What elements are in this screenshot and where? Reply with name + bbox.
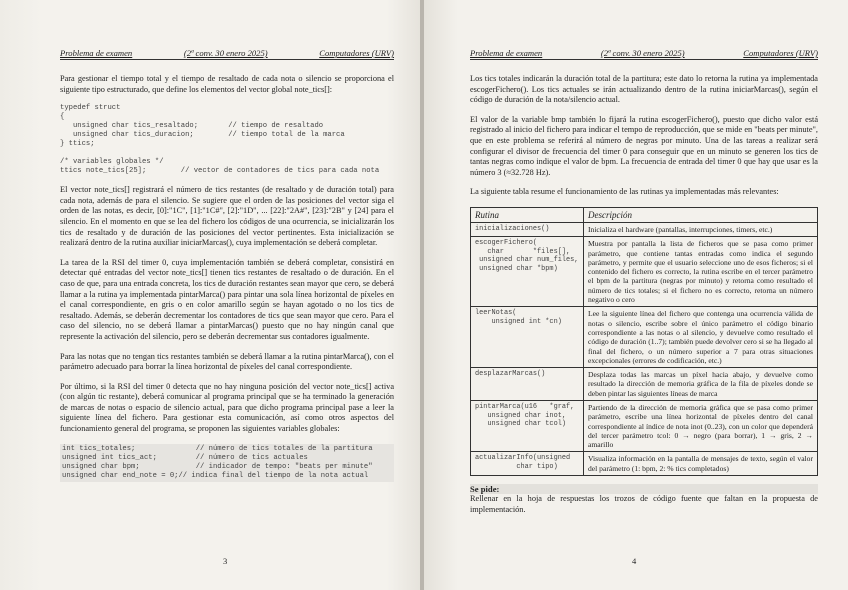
right-page: [424, 0, 848, 590]
intro-paragraph: Para gestionar el tiempo total y el tiempo de resaltado de cada nota o silencio se proporciona el siguiente tipo estructurado, que define los elementos del vector global note_tics[]:: [60, 74, 394, 94]
struct-code-block: typedef struct { unsigned char tics_resaltado; // tiempo de resaltado unsigned char tics_duracion; // tiempo total de la marca } ttics; /* variables globales */ ttics note_tics[25]; // vector de contadores de tics para cada nota: [60, 104, 380, 176]
paragraph-final: Por último, si la RSI del timer 0 detecta que no hay ninguna posición del vector note_tics[] activa (con algún tic restante), deberá comunicar al programa principal que se ha terminado la generación de marcas de notas o espacio de silencio actual, para que dicho programa principal pase a leer la siguiente línea del fichero. Para gestionar esta comunicación, así como otros aspectos del funcionamiento general del programa, se proponen las siguientes variables globales:: [60, 381, 394, 434]
routines-table: [470, 207, 818, 476]
header-right: Computadores (URV): [743, 48, 818, 58]
header-left: Problema de examen: [60, 48, 133, 58]
routine-description: Inicializa el hardware (pantallas, interrupciones, timers, etc.): [584, 222, 818, 236]
table-row: [471, 368, 818, 401]
header-center: (2ª conv. 30 enero 2025): [600, 48, 685, 58]
table-row: [471, 307, 818, 368]
paragraph-note-tics: El vector note_tics[] registrará el número de tics restantes (de resaltado y de duración total) para cada nota, además de para el silencio. Se sugiere que el orden de las posiciones del vector siga el orden de las notas, es decir, [0]:"1C", [1]:"1C#", [2]:"1D", ... [22]:"2A#", [23]:"2B" y [24] para el silencio. En el momento en que se lea del fichero los códigos de una ocurrencia, se inicializarán los tics de resaltado y de duración de las posiciones del vector pertinentes. Esta inicialización se realizará dentro de la rutina auxiliar iniciarMarcas(), cuya implementación se deberá completar.: [60, 185, 394, 248]
header-right: Computadores (URV): [319, 48, 394, 58]
paragraph-bpm: El valor de la variable bmp también lo fijará la rutina escogerFichero(), puesto que dicho valor está registrado al inicio del fichero para indicar el tempo de reproducción, que se mide en "beats per minute", que en este problema se referirá al número de negras por minuto. Una de las tareas a realizar será configurar el divisor de frecuencia del timer 0 para conseguir que en un minuto se generen los tics de tantas negras como indique el valor de bpm. La frecuencia de entrada del timer 0 que hay que usar es la número 3 (≈32.728 Hz).: [470, 114, 818, 177]
paragraph-rsi-timer: La tarea de la RSI del timer 0, cuya implementación también se deberá completar, consistirá en detectar qué entradas del vector note_tics[] tienen tics restantes de resaltado o de duración. En el caso de que, para una entrada concreta, los tics de duración restantes sean mayor que cero, se deberá llamar a la rutina ya implementada pintarMarca() para pintar una sola línea horizontal de píxeles en el canal correspondiente, en gris o en color amarillo según se hayan agotado o no los tics de resaltado. Además, se deberán decrementar los contadores de tics que sean mayor que cero. Para el caso del silencio, no se deberá llamar a pintarMarcas() puesto que no hay ningún canal que represente la activación del silencio, pero se deberán decrementar sus contadores igualmente.: [60, 257, 394, 341]
routine-description: Lee la siguiente línea del fichero que contenga una ocurrencia válida de notas o silencio, escribe sobre el único parámetro el código binario correspondiente a las notas o al silencio, y devuelve como resultado el código de duración (1..7); también puede devolver cero si se ha llegado al final del fichero, o un número superior a 7 para otras situaciones excepcionales (errores de codificación, etc.): [584, 307, 818, 368]
globals-code-block: int tics_totales; // número de tics totales de la partitura unsigned int tics_act; // número de tics actuales unsigned char bpm; // indicador de tempo: "beats per minute" unsigned char end_note = 0;// indica final del tiempo de la nota actual: [60, 444, 394, 482]
routine-description: Visualiza información en la pantalla de mensajes de texto, según el valor del parámetro (1: bpm, 2: % tics completados): [584, 452, 818, 476]
table-header-descripcion: Descripción: [584, 207, 818, 222]
se-pide-text: Rellenar en la hoja de respuestas los trozos de código fuente que faltan en la propuesta de implementación.: [470, 494, 818, 514]
left-page: [0, 0, 420, 590]
table-row: [471, 400, 818, 451]
page-header: [60, 48, 394, 60]
paragraph-no-tics: Para las notas que no tengan tics restantes también se deberá llamar a la rutina pintarMarca(), con el parámetro adecuado para borrar la línea horizontal de píxeles del canal correspondiente.: [60, 351, 394, 372]
page-number-right: 4: [632, 556, 637, 566]
table-row: [471, 237, 818, 307]
routine-description: Partiendo de la dirección de memoria gráfica que se pasa como primer parámetro, escribe una línea horizontal de píxeles dentro del canal correspondiente al índice de nota inot (0..23), con un color que dependerá del tercer parámetro tcol: 0 → negro (para borrar), 1 → gris, 2 → amarillo: [584, 400, 818, 451]
table-row: [471, 222, 818, 236]
table-row: [471, 452, 818, 476]
routine-name: actualizarInfo(unsigned char tipo): [471, 452, 584, 476]
page-number-left: 3: [223, 556, 228, 566]
routine-name: pintarMarca(u16 *graf, unsigned char inot, unsigned char tcol): [471, 400, 584, 451]
routine-name: escogerFichero( char *files[], unsigned char num_files, unsigned char *bpm): [471, 237, 584, 307]
paragraph-tics-totales: Los tics totales indicarán la duración total de la partitura; este dato lo retorna la rutina ya implementada escogerFichero(). Los tics actuales se irán actualizando dentro de la rutina iniciarMarcas(), según el código de duración de la nota/silencio actual.: [470, 74, 818, 105]
table-header-rutina: Rutina: [471, 207, 584, 222]
se-pide-heading: Se pide:: [470, 484, 818, 494]
header-center: (2ª conv. 30 enero 2025): [183, 48, 268, 58]
routine-name: desplazarMarcas(): [471, 368, 584, 401]
routine-description: Muestra por pantalla la lista de ficheros que se pasa como primer parámetro, que contiene tantas entradas como indica el segundo parámetro, y permite que el usuario seleccione uno de esos ficheros; si el contenido del fichero es correcto, la rutina escribe en el tercer parámetro el bpm de la partitura (negras por minuto) y retorna como resultado el número de tics totales; si el fichero no es correcto, retorna un número negativo o cero: [584, 237, 818, 307]
header-left: Problema de examen: [470, 48, 543, 58]
page-header: [470, 48, 818, 60]
routine-description: Desplaza todas las marcas un píxel hacia abajo, y devuelve como resultado la dirección de memoria gráfica de la fila de píxeles donde se deben pintar las siguientes líneas de marca: [584, 368, 818, 401]
paragraph-table-intro: La siguiente tabla resume el funcionamiento de las rutinas ya implementadas más relevantes:: [470, 187, 779, 197]
routine-name: inicializaciones(): [471, 222, 584, 236]
routine-name: leerNotas( unsigned int *cn): [471, 307, 584, 368]
